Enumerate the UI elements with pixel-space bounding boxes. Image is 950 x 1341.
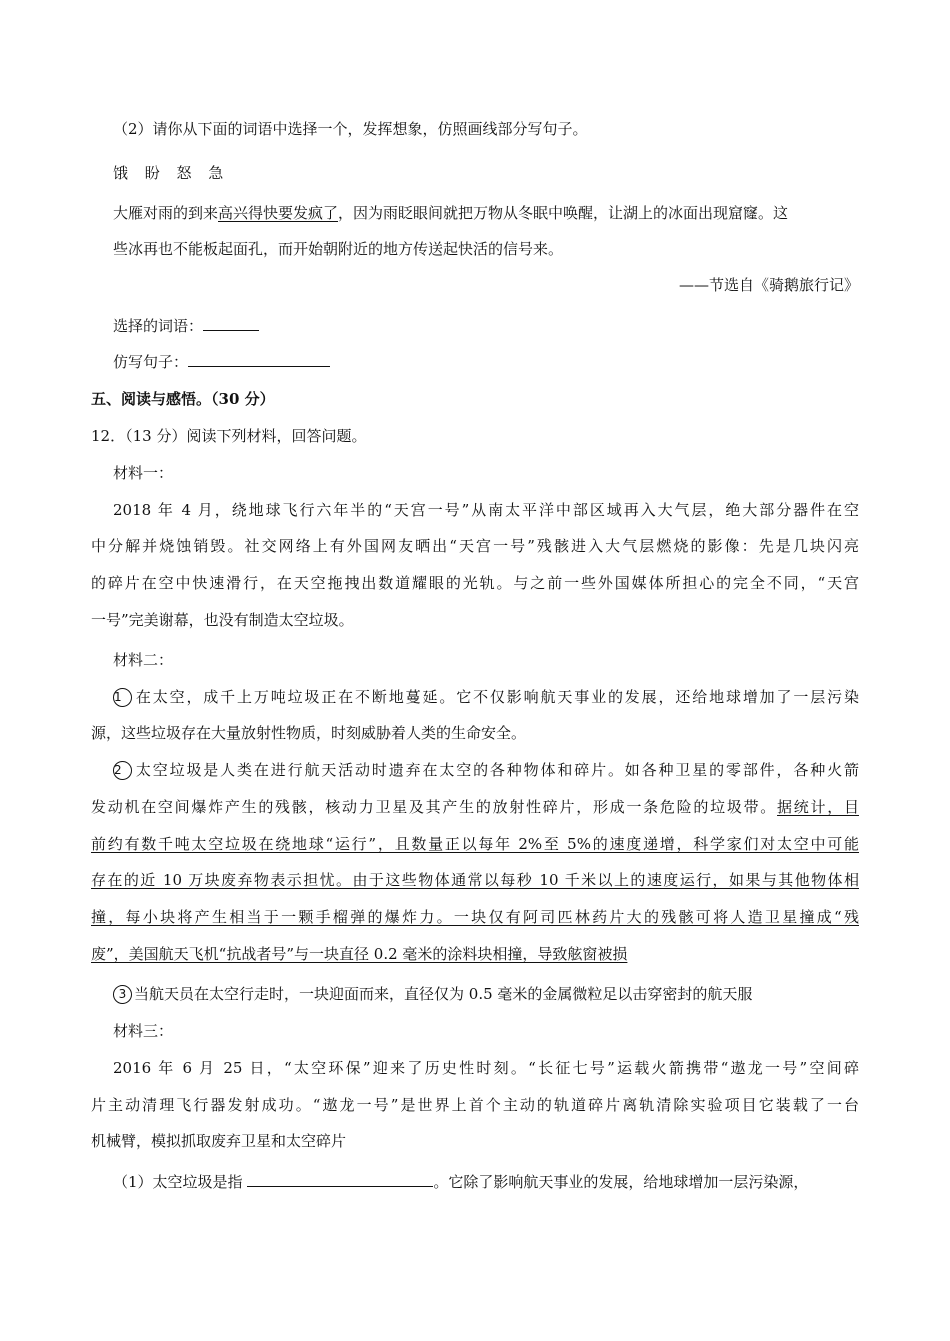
material-1-line: 2018 年 4 月，绕地球飞行六年半的“天宫一号”从南太平洋中部区域再入大气层，绝大部分器件在空 <box>113 501 859 519</box>
material-1-title: 材料一： <box>113 464 174 482</box>
material-2-p2-text: 发动机在空间爆炸产生的残骸，核动力卫星及其产生的放射性碎片，形成一条危险的垃圾带。 <box>91 798 778 816</box>
q12-header: 12．（13 分）阅读下列材料，回答问题。 <box>91 427 367 445</box>
circled-number: 2 <box>113 761 132 780</box>
choose-word-row <box>113 316 259 336</box>
imitate-label: 仿写句子： <box>113 353 189 371</box>
material-2-p2-text: 太空垃圾是人类在进行航天活动时遗弃在太空的各种物体和碎片。如各种卫星的零部件，各种火箭 <box>134 761 859 779</box>
material-2-underlined: 据统计，目 <box>777 798 859 816</box>
passage-line-1 <box>113 203 788 223</box>
word-choices: 饿 盼 怒 急 <box>113 164 230 182</box>
material-2-underlined-line: 前约有数千吨太空垃圾在绕地球“运行”，且数量正以每年 2%至 5%的速度递增，科学家们对太空中可能 <box>91 835 859 853</box>
material-2-p1-line: 源，这些垃圾存在大量放射性物质，时刻威胁着人类的生命安全。 <box>91 724 527 742</box>
material-2-p3-line <box>113 984 752 1004</box>
circled-number: 1 <box>113 688 132 707</box>
imitate-blank[interactable] <box>188 352 330 367</box>
material-2-p2-line <box>113 760 859 780</box>
q2-prompt: （2）请你从下面的词语中选择一个，发挥想象，仿照画线部分写句子。 <box>113 120 588 138</box>
passage-underlined: 高兴得快要发疯了 <box>218 204 339 222</box>
material-1-line: 的碎片在空中快速滑行，在天空拖拽出数道耀眼的光轨。与之前一些外国媒体所担心的完全不同，“天宫 <box>91 574 859 592</box>
sub-question-1-text: （1）太空垃圾是指 <box>113 1173 243 1191</box>
material-2-p2-line <box>91 797 859 817</box>
passage-source: ——节选自《骑鹅旅行记》 <box>678 276 859 294</box>
choose-word-label: 选择的词语： <box>113 317 204 335</box>
material-2-title: 材料二： <box>113 651 174 669</box>
circled-number: 3 <box>113 985 132 1004</box>
material-3-line: 片主动清理飞行器发射成功。“遨龙一号”是世界上首个主动的轨道碎片离轨清除实验项目它装载了一台 <box>91 1096 859 1114</box>
imitate-row <box>113 352 330 372</box>
choose-word-blank[interactable] <box>203 316 259 331</box>
material-1-line: 中分解并烧蚀销毁。社交网络上有外国网友晒出“天宫一号”残骸进入大气层燃烧的影像：先是几块闪亮 <box>91 537 859 555</box>
material-3-line: 2016 年 6 月 25 日，“太空环保”迎来了历史性时刻。“长征七号”运载火箭携带“遨龙一号”空间碎 <box>113 1059 859 1077</box>
material-2-p3-text: 当航天员在太空行走时，一块迎面而来，直径仅为 0.5 毫米的金属微粒足以击穿密封的航天服 <box>134 985 753 1003</box>
answer-blank[interactable] <box>247 1172 433 1187</box>
material-2-p1-text: 在太空，成千上万吨垃圾正在不断地蔓延。它不仅影响航天事业的发展，还给地球增加了一层污染 <box>134 688 859 706</box>
passage-text: ，因为雨眨眼间就把万物从冬眠中唤醒，让湖上的冰面出现窟窿。这 <box>338 204 789 222</box>
section-title: 五、阅读与感悟。（30 分） <box>91 390 275 408</box>
material-2-underlined-line: 废”，美国航天飞机“抗战者号”与一块直径 0.2 毫米的涂料块相撞，导致舷窗被损 <box>91 945 628 963</box>
material-3-line: 机械臂，模拟抓取废弃卫星和太空碎片 <box>91 1132 347 1150</box>
passage-text: 大雁对雨的到来 <box>113 204 219 222</box>
material-1-line: 一号”完美谢幕，也没有制造太空垃圾。 <box>91 611 354 629</box>
material-3-title: 材料三： <box>113 1022 174 1040</box>
sub-question-1 <box>113 1172 808 1192</box>
material-2-underlined-line: 存在的近 10 万块废弃物表示担忧。由于这些物体通常以每秒 10 千米以上的速度运行，如果与其他物体相 <box>91 871 859 889</box>
material-2-underlined-line: 撞，每小块将产生相当于一颗手榴弹的爆炸力。一块仅有阿司匹林药片大的残骸可将人造卫星撞成“残 <box>91 908 859 926</box>
sub-question-1-text: 。它除了影响航天事业的发展，给地球增加一层污染源， <box>433 1173 809 1191</box>
material-2-p1-line <box>113 687 859 707</box>
passage-line-2: 些冰再也不能板起面孔，而开始朝附近的地方传送起快活的信号来。 <box>113 240 564 258</box>
